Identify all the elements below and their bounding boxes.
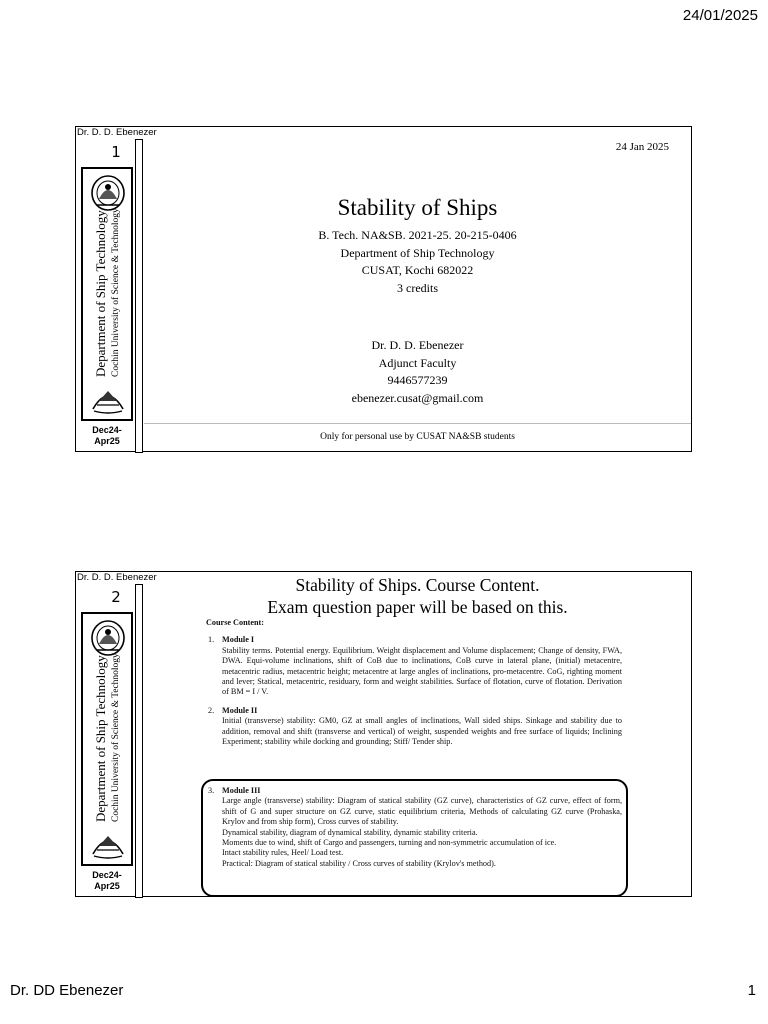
university-name: Cochin University of Science & Technology: [111, 653, 121, 822]
author-role: Adjunct Faculty: [378, 355, 457, 370]
vertical-bar: [135, 584, 143, 898]
slide-author-tag: Dr. D. D. Ebenezer: [77, 572, 157, 583]
slide-title-line-1: Stability of Ships. Course Content.: [295, 575, 540, 595]
module-body: Large angle (transverse) stability: Diagram of statical stability (GZ curve), characteristics of GZ curve, effect of form, shift of G and super structure on GZ curve, static equilibrium criteria, Methods of calculating GZ curve (Prohaska, Krylov and from ship form), Cross curves of stability.: [222, 796, 622, 827]
module-item: [206, 786, 622, 869]
module-extra: Practical: Diagram of statical stability / Cross curves of stability (Krylov's method).: [222, 858, 496, 868]
module-number: 3.: [208, 786, 215, 795]
department-logo-icon: [89, 381, 127, 415]
department-banner: [81, 612, 133, 866]
module-item: [206, 635, 622, 697]
module-extra: Moments due to wind, shift of Cargo and passengers, turning and non-symmetric accumulation of ice.: [222, 838, 557, 848]
module-extra: Dynamical stability, diagram of dynamical stability, dynamic stability criteria.: [222, 827, 478, 837]
credits: 3 credits: [397, 280, 438, 295]
page-number: 1: [747, 982, 756, 999]
slide-date: 24 Jan 2025: [615, 141, 669, 153]
module-3-content: [206, 786, 622, 869]
module-number: 2.: [208, 705, 215, 715]
module-body: Stability terms. Potential energy. Equilibrium. Weight displacement and Volume displacement; Change of density, FWA, DWA. Equi-volume inclinations, shift of CoB due to inclinations, CoB curve in lateral plane, (initial) metacentre, metacentric radius, metacentric height; metacentre at large angles of inclinations, pro-metacentre. CoG, righting moment and lever; Statical, metacentric, residuary, form and weight stabilities. Surface of flotation, curve of flotation. Derivation of BM = I / V.: [222, 645, 622, 697]
course-content: [206, 618, 622, 755]
term-dates: [81, 870, 133, 892]
course-info: [144, 227, 691, 297]
author-phone: 9446577239: [387, 373, 448, 387]
term-dates: [81, 425, 133, 447]
vertical-bar: [135, 139, 143, 453]
department-logo-icon: [89, 826, 127, 860]
department-banner: [81, 167, 133, 421]
page-footer-author: Dr. DD Ebenezer: [10, 982, 124, 999]
module-extra: Intact stability rules, Heel/ Load test.: [222, 848, 344, 858]
module-body: Initial (transverse) stability: GM0, GZ at small angles of inclinations, Wall sided ships. Sinkage and stability due to addition, removal and shift (transverse and vertical) of weight, suspended weights and free surface of liquids; Inclining Experiment; stability while docking and grounding; Stiff/ Tender ship.: [222, 716, 622, 747]
term-dates-text: Dec24- Apr25: [92, 425, 122, 446]
department: Department of Ship Technology: [340, 245, 495, 260]
slide-footer: Only for personal use by CUSAT NA&SB students: [320, 432, 515, 442]
address: CUSAT, Kochi 682022: [361, 263, 474, 277]
department-vertical-text: [89, 208, 129, 379]
author-email: ebenezer.cusat@gmail.com: [351, 390, 484, 405]
slide-2: [75, 571, 692, 897]
university-emblem-icon: [89, 173, 127, 213]
module-title: Module II: [222, 705, 258, 715]
slide-number: 1: [111, 143, 121, 161]
university-emblem-icon: [89, 618, 127, 658]
module-number: 1.: [208, 635, 215, 645]
university-name: Cochin University of Science & Technology: [111, 208, 121, 377]
slide-1: [75, 126, 692, 452]
author-name: Dr. D. D. Ebenezer: [371, 338, 464, 352]
divider: [144, 423, 691, 424]
course-heading: Course Content:: [206, 618, 264, 627]
department-name: Department of Ship Technology: [93, 210, 108, 377]
module-item: [206, 706, 622, 748]
slide-title: Stability of Ships: [337, 195, 498, 220]
module-title: Module III: [222, 786, 261, 795]
author-info: [144, 337, 691, 407]
term-dates-text: Dec24- Apr25: [92, 870, 122, 891]
department-name: Department of Ship Technology: [93, 655, 108, 822]
slide-number: 2: [111, 588, 121, 606]
course-code: B. Tech. NA&SB. 2021-25. 20-215-0406: [318, 228, 517, 242]
module-title: Module I: [222, 635, 255, 645]
page-date: 24/01/2025: [682, 7, 758, 24]
slide-title-line-2: Exam question paper will be based on this.: [267, 597, 568, 617]
department-vertical-text: [89, 653, 129, 824]
slide-title: [144, 574, 691, 618]
slide-author-tag: Dr. D. D. Ebenezer: [77, 127, 157, 138]
